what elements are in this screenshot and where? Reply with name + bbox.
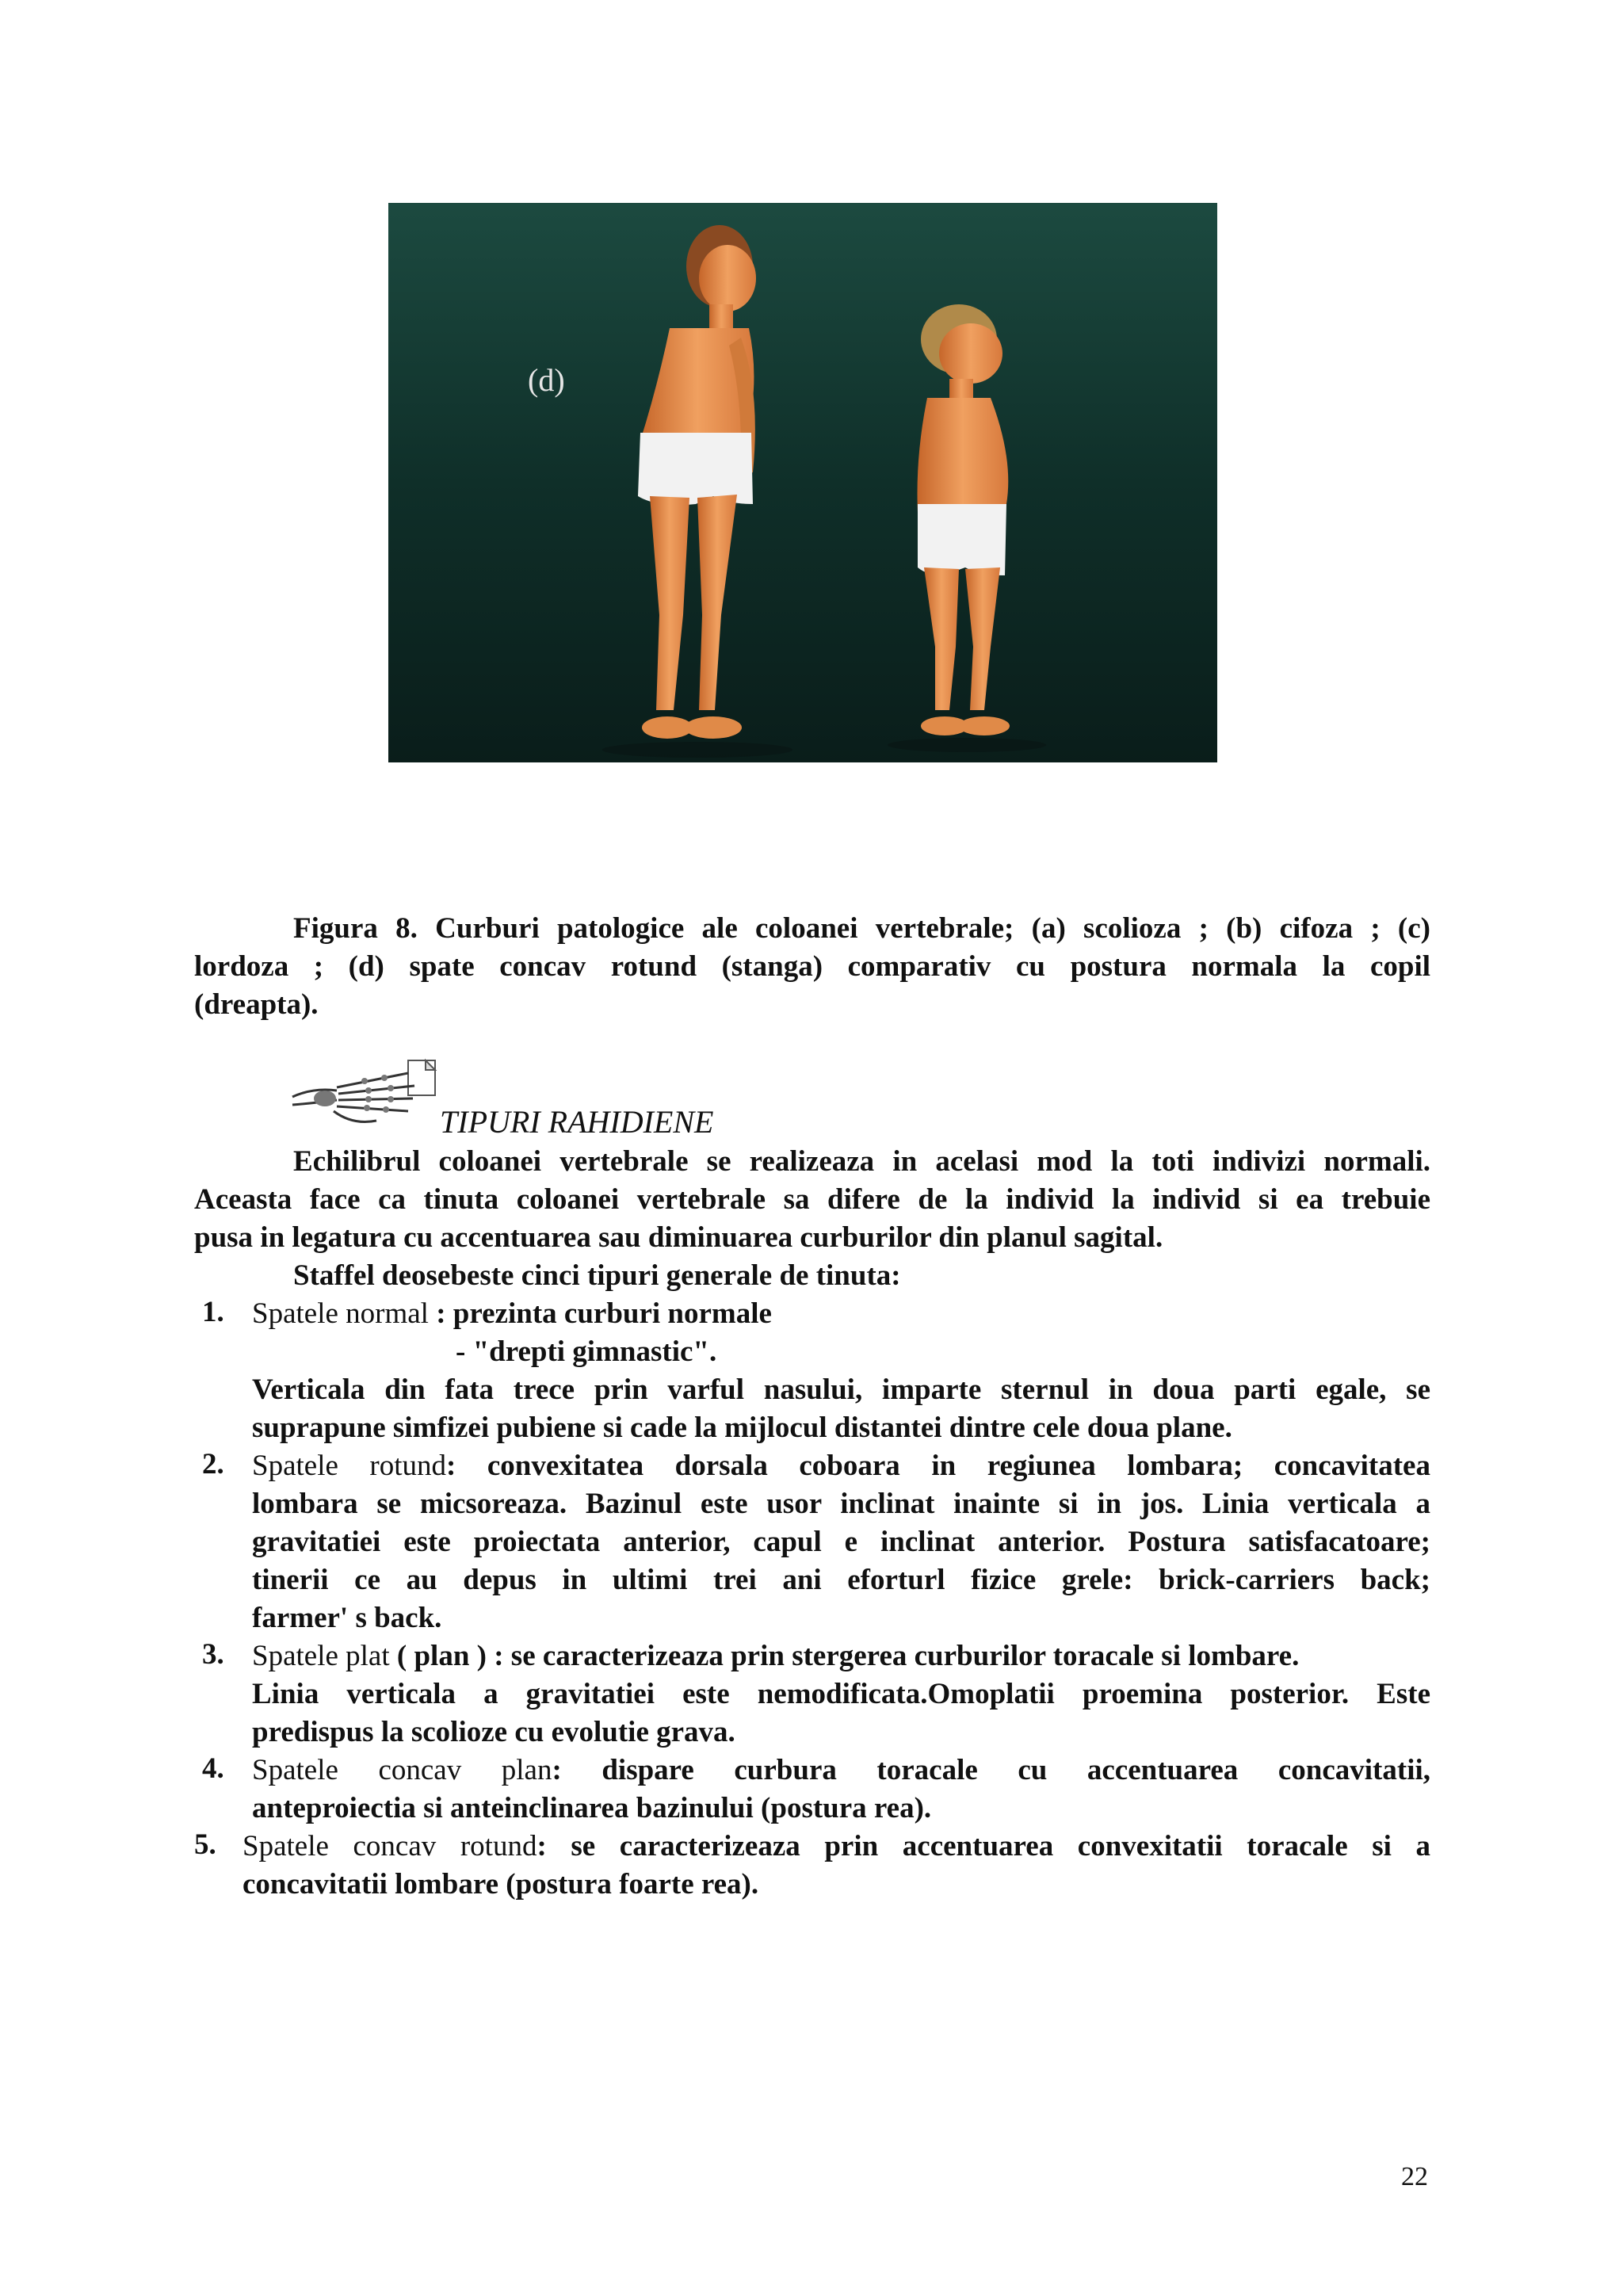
list-item [252, 1295, 1430, 1447]
caption-line: (dreapta). [194, 988, 319, 1021]
item-label: Spatele concav plan [252, 1754, 552, 1786]
item-text: : dispare curbura toracale cu accentuarea concavitatii, [552, 1754, 1431, 1786]
item-text: anteproiectia si anteinclinarea bazinului (postura rea). [252, 1792, 932, 1824]
list-item [252, 1752, 1430, 1828]
intro-line: Staffel deosebeste cinci tipuri generale de tinuta: [293, 1259, 901, 1292]
item-text: predispus la scolioze cu evolutie grava. [252, 1716, 735, 1748]
caption-line: Figura 8. Curburi patologice ale coloanei vertebrale; (a) scolioza ; (b) cifoza ; (c) [293, 912, 1430, 945]
section-title: TIPURI RAHIDIENE [440, 1104, 714, 1140]
item-text: Verticala din fata trece prin varful nasului, imparte sternul in doua parti egale, se [252, 1373, 1430, 1406]
figure-photo [388, 203, 1217, 762]
item-label: Spatele rotund [252, 1450, 447, 1482]
item-text: - "drepti gimnastic". [456, 1335, 717, 1368]
children-posture-illustration [388, 203, 1217, 762]
hand-skeleton-icon [289, 1056, 440, 1127]
item-text: Linia verticala a gravitatiei este nemodificata.Omoplatii proemina posterior. Este [252, 1678, 1430, 1710]
item-label: Spatele concav rotund [242, 1830, 537, 1862]
figure-caption [194, 910, 1430, 1024]
item-text: : se caracterizeaza prin accentuarea convexitatii toracale si a [537, 1830, 1430, 1862]
list-item [252, 1447, 1430, 1637]
intro-line: Echilibrul coloanei vertebrale se realizeaza in acelasi mod la toti indivizi normali. [293, 1145, 1430, 1178]
item-text: suprapune simfizei pubiene si cade la mijlocul distantei dintre cele doua plane. [252, 1412, 1232, 1444]
item-number: 4. [202, 1752, 224, 1785]
item-text: tinerii ce au depus in ultimi trei ani eforturl fizice grele: brick-carriers back; [252, 1564, 1430, 1596]
item-number: 2. [202, 1448, 224, 1480]
item-number: 5. [194, 1828, 216, 1861]
item-text: gravitatiei este proiectata anterior, capul e inclinat anterior. Postura satisfacatoare; [252, 1526, 1430, 1558]
item-text: : convexitatea dorsala coboara in regiunea lombara; concavitatea [446, 1450, 1430, 1482]
intro-line: pusa in legatura cu accentuarea sau diminuarea curburilor din planul sagital. [194, 1221, 1163, 1254]
page-number: 22 [1401, 2162, 1428, 2191]
caption-line: lordoza ; (d) spate concav rotund (stanga) comparativ cu postura normala la copil [194, 950, 1430, 983]
item-text: concavitatii lombare (postura foarte rea). [242, 1868, 759, 1901]
item-label: Spatele normal [252, 1297, 429, 1330]
list-item [252, 1637, 1430, 1752]
item-number: 1. [202, 1296, 224, 1328]
item-label: Spatele plat [252, 1640, 390, 1672]
item-text: lombara se micsoreaza. Bazinul este usor inclinat inainte si in jos. Linia verticala a [252, 1488, 1430, 1520]
list-item [242, 1828, 1430, 1904]
item-text: : prezinta curburi normale [428, 1297, 772, 1330]
item-number: 3. [202, 1638, 224, 1671]
intro-line: Aceasta face ca tinuta coloanei vertebrale sa difere de la individ la individ si ea trebuie [194, 1183, 1430, 1216]
figure-label: (d) [528, 362, 565, 398]
item-text: ( plan ) : se caracterizeaza prin stergerea curburilor toracale si lombare. [389, 1640, 1300, 1672]
intro-paragraph [194, 1143, 1430, 1295]
item-text: farmer' s back. [252, 1602, 442, 1634]
